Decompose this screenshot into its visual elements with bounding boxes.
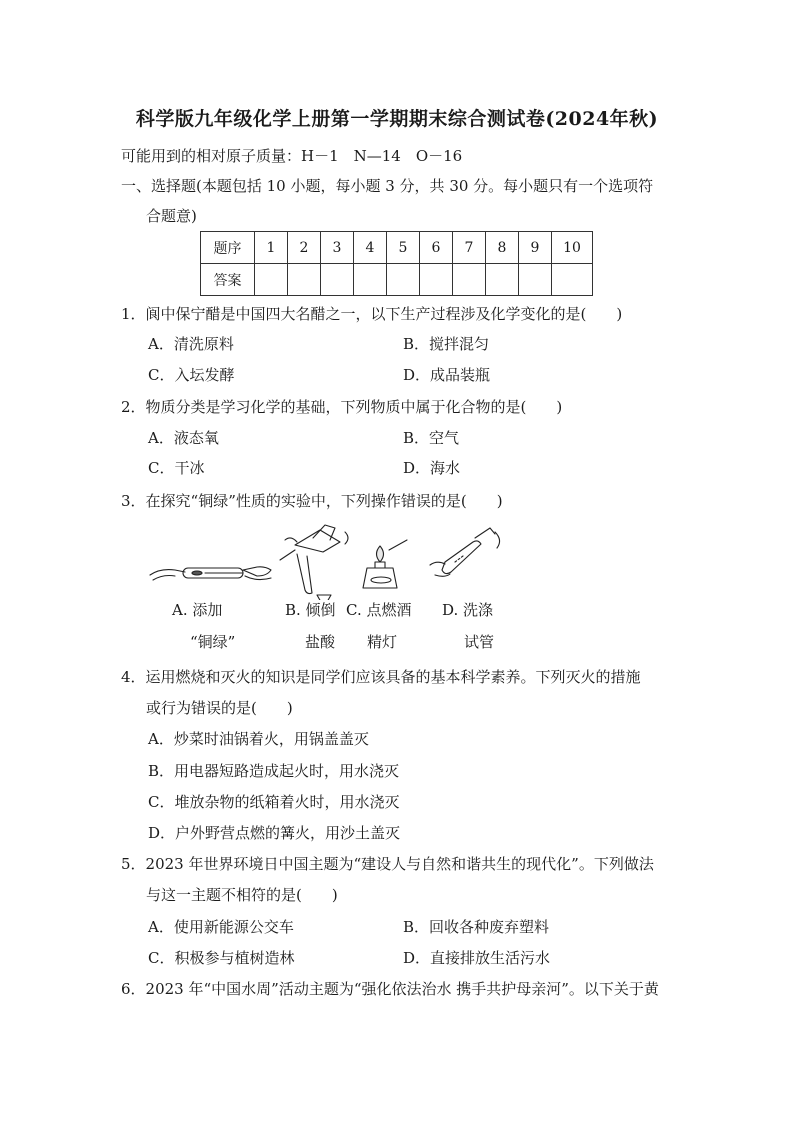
page-title: 科学版九年级化学上册第一学期期末综合测试卷(2024年秋) <box>135 108 659 130</box>
answer-cell[interactable] <box>288 264 321 296</box>
question-5-stem: 5．2023 年世界环境日中国主题为“建设人与自然和谐共生的现代化”。下列做法 <box>121 855 654 873</box>
lab-operations-figure <box>145 520 525 600</box>
answer-cell[interactable] <box>255 264 288 296</box>
table-cell: 5 <box>387 232 420 264</box>
table-cell: 8 <box>486 232 519 264</box>
question-1-stem: 1．阆中保宁醋是中国四大名醋之一，以下生产过程涉及化学变化的是( ) <box>121 305 623 323</box>
caption-b-line1: B. 倾倒 <box>285 601 336 619</box>
question-4-stem-cont: 或行为错误的是( ) <box>146 699 293 717</box>
atomic-mass-line: 可能用到的相对原子质量：H－1 N—14 O－16 <box>121 147 463 165</box>
table-cell: 3 <box>321 232 354 264</box>
question-4-option-a: A．炒菜时油锅着火，用锅盖盖灭 <box>148 730 369 748</box>
caption-c-line2: 精灯 <box>367 633 398 651</box>
table-cell: 9 <box>519 232 552 264</box>
pour-acid-illustration <box>280 525 348 600</box>
question-1-option-c: C．入坛发酵 <box>148 366 235 384</box>
table-header-cell: 答案 <box>201 264 255 296</box>
question-2-option-c: C．干冰 <box>148 459 205 477</box>
answer-cell[interactable] <box>486 264 519 296</box>
question-5-option-d: D．直接排放生活污水 <box>403 949 551 967</box>
question-5-option-c: C．积极参与植树造林 <box>148 949 295 967</box>
question-5-option-a: A．使用新能源公交车 <box>148 918 294 936</box>
question-2-option-d: D．海水 <box>403 459 461 477</box>
answer-table <box>200 231 593 296</box>
caption-c-line1: C. 点燃酒 <box>346 601 412 619</box>
question-4-option-c: C．堆放杂物的纸箱着火时，用水浇灭 <box>148 793 400 811</box>
question-3-stem: 3．在探究“铜绿”性质的实验中，下列操作错误的是( ) <box>121 492 503 510</box>
caption-a-line1: A. 添加 <box>172 601 223 619</box>
question-4-option-b: B．用电器短路造成起火时，用水浇灭 <box>148 762 400 780</box>
answer-cell[interactable] <box>321 264 354 296</box>
question-1-option-d: D．成品装瓶 <box>403 366 491 384</box>
table-cell: 6 <box>420 232 453 264</box>
caption-d-line2: 试管 <box>464 633 495 651</box>
question-5-option-b: B．回收各种废弃塑料 <box>403 918 550 936</box>
answer-cell[interactable] <box>387 264 420 296</box>
table-cell: 1 <box>255 232 288 264</box>
question-4-stem: 4．运用燃烧和灭火的知识是同学们应该具备的基本科学素养。下列灭火的措施 <box>121 668 641 686</box>
light-lamp-illustration <box>363 540 407 588</box>
question-6-stem: 6．2023 年“中国水周”活动主题为“强化依法治水 携手共护母亲河”。以下关于黄 <box>121 980 659 998</box>
answer-cell[interactable] <box>354 264 387 296</box>
caption-d-line1: D. 洗涤 <box>442 601 494 619</box>
question-2-option-b: B．空气 <box>403 429 460 447</box>
table-cell: 2 <box>288 232 321 264</box>
answer-table-row-numbers <box>201 232 593 264</box>
table-cell: 7 <box>453 232 486 264</box>
question-2-stem: 2．物质分类是学习化学的基础，下列物质中属于化合物的是( ) <box>121 398 563 416</box>
table-cell: 10 <box>552 232 593 264</box>
answer-cell[interactable] <box>552 264 593 296</box>
section-heading-cont: 合题意) <box>146 207 197 225</box>
table-header-cell: 题序 <box>201 232 255 264</box>
answer-cell[interactable] <box>420 264 453 296</box>
add-powder-illustration <box>150 567 271 580</box>
wash-tube-illustration <box>430 528 500 576</box>
question-1-option-a: A．清洗原料 <box>148 335 234 353</box>
answer-table-row-answers <box>201 264 593 296</box>
question-2-option-a: A．液态氧 <box>148 429 219 447</box>
section-heading: 一、选择题(本题包括 10 小题，每小题 3 分，共 30 分。每小题只有一个选项符 <box>121 177 654 195</box>
answer-cell[interactable] <box>519 264 552 296</box>
caption-b-line2: 盐酸 <box>305 633 336 651</box>
question-4-option-d: D．户外野营点燃的篝火，用沙土盖灭 <box>148 824 401 842</box>
question-5-stem-cont: 与这一主题不相符的是( ) <box>146 886 338 904</box>
answer-cell[interactable] <box>453 264 486 296</box>
question-1-option-b: B．搅拌混匀 <box>403 335 490 353</box>
caption-a-line2: “铜绿” <box>190 633 236 651</box>
table-cell: 4 <box>354 232 387 264</box>
